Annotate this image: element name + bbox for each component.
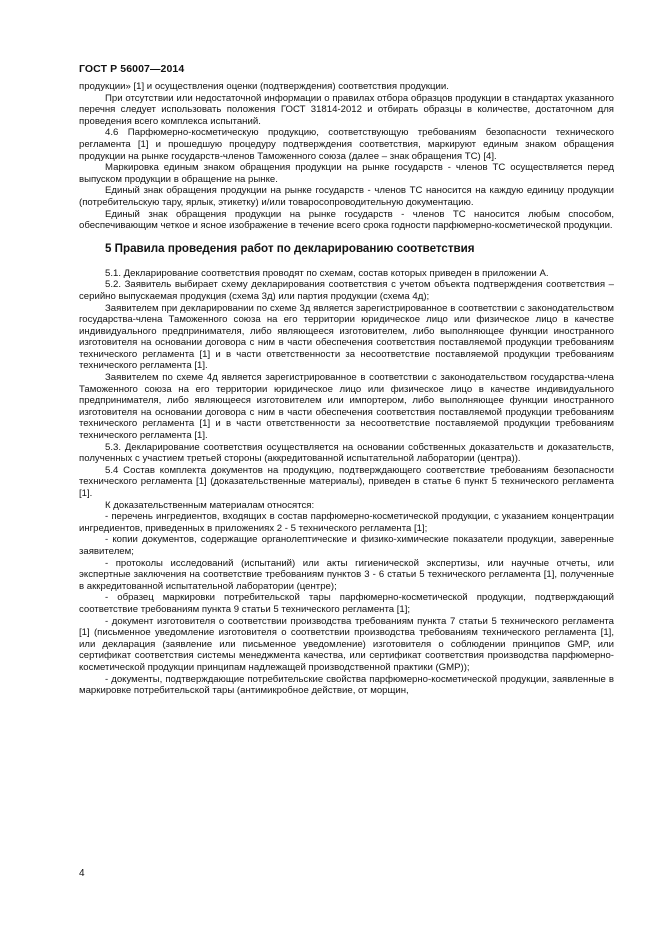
paragraph: 5.3. Декларирование соответствия осуществляется на основании собственных доказательств и доказательств, полученных с участием третьей стороны (аккредитованной испытательной лаборатории (центра)). [79, 441, 614, 465]
list-item: - образец маркировки потребительской тары парфюмерно-косметической продукции, подтверждающий соответствие требованиям пункта 9 статьи 5 технического регламента [1]; [79, 592, 614, 615]
paragraph: Единый знак обращения продукции на рынке государств - членов ТС наносится любым способом, обеспечивающим четкое и ясное изображение в течение всего срока годности парфюмерно-косметической продукции. [79, 208, 614, 232]
paragraph: 5.1. Декларирование соответствия проводят по схемам, состав которых приведен в приложении А. [105, 267, 549, 279]
list-item: - документ изготовителя о соответствии производства требованиям пункта 7 статьи 5 технического регламента [1] (письменное уведомление изготовителя о соответствии производства требованиям технического регламента [1], или декларация (заявление или письменное уведомление) изготовителя о соблюдении принципов GMP, или сертификат соответствия системы менеджмента качества, или сертификат соответствия производства парфюмерно-косметической продукции принципам надлежащей производственной практики (GMP)); [79, 615, 614, 673]
list-item: - копии документов, содержащие органолептические и физико-химические показатели продукции, заверенные заявителем; [79, 534, 614, 557]
paragraph: продукции» [1] и осуществления оценки (подтверждения) соответствия продукции. [79, 81, 449, 92]
list-item: - протоколы исследований (испытаний) или акты гигиенической экспертизы, или научные отчеты, или экспертные заключения на соответствие требованиям пунктов 3 - 6 статьи 5 технического регламента [1], полученные в аккредитованной испытательной лаборатории (центре); [79, 557, 614, 592]
paragraph: 4.6 Парфюмерно-косметическую продукцию, соответствующую требованиям безопасности технического регламента [1] и прошедшую процедуру подтверждения соответствия, маркируют единым знаком обращения продукции на рынке государств-членов Таможенного союза (далее – знак обращения ТС) [4]. [79, 127, 614, 162]
list-item: - перечень ингредиентов, входящих в состав парфюмерно-косметической продукции, с указанием концентрации ингредиентов, приведенных в приложениях 2 - 5 технического регламента [1]; [79, 511, 614, 534]
page-body [79, 81, 614, 697]
paragraph: К доказательственным материалам относятся: [105, 499, 315, 511]
list-item: - документы, подтверждающие потребительские свойства парфюмерно-косметической продукции, заявленные в маркировке потребительской тары (антимикробное действие, от морщин, [79, 673, 614, 697]
paragraph: Заявителем по схеме 4д является зарегистрированное в соответствии с законодательством государства-члена Таможенного союза на его территории юридическое лицо или физическое лицо в качестве индивидуального предпринимателя, либо являющееся изготовителем или импортером, либо выполняющее функции иностранного изготовителя на основании договора с ним в части обеспечения соответствия поставляемой продукции требованиям технического регламента [1] и в части ответственности за несоответствие поставляемой продукции требованиям технического регламента [1]. [79, 372, 614, 442]
paragraph: Маркировка единым знаком обращения продукции на рынке государств - членов ТС осуществляется перед выпуском продукции в обращение на рынке. [79, 162, 614, 185]
paragraph: Заявителем при декларировании по схеме 3д является зарегистрированное в соответствии с законодательством государства-члена Таможенного союза на его территории юридическое лицо или физическое лицо в качестве индивидуального предпринимателя, либо являющееся изготовителем, либо выполняющее функции иностранного изготовителя на основании договора с ним в части обеспечения соответствия поставляемой продукции требованиям технического регламента [1] и в части ответственности за несоответствие поставляемой продукции требованиям технического регламента [1]. [79, 302, 614, 372]
section-heading: 5 Правила проведения работ по декларированию соответствия [105, 241, 475, 255]
document-header: ГОСТ Р 56007—2014 [79, 63, 185, 75]
paragraph: При отсутствии или недостаточной информации о правилах отбора образцов продукции в стандартах указанного перечня следует использовать положения ГОСТ 31814-2012 и отбирать образцы в количестве, достаточном для проведения всего комплекса испытаний. [79, 92, 614, 127]
page-number: 4 [79, 868, 85, 879]
paragraph: 5.2. Заявитель выбирает схему декларирования соответствия с учетом объекта подтверждения соответствия – серийно выпускаемая продукция (схема 3д) или партия продукции (схема 4д); [79, 279, 614, 302]
paragraph: Единый знак обращения продукции на рынке государств - членов ТС наносится на каждую единицу продукции (потребительскую тару, ярлык, этикетку) и/или товаросопроводительную документацию. [79, 185, 614, 208]
paragraph: 5.4 Состав комплекта документов на продукцию, подтверждающего соответствие требованиям безопасности технического регламента [1] (доказательственные материалы), приведен в статье 6 пункт 5 технического регламента [1]. [79, 464, 614, 499]
